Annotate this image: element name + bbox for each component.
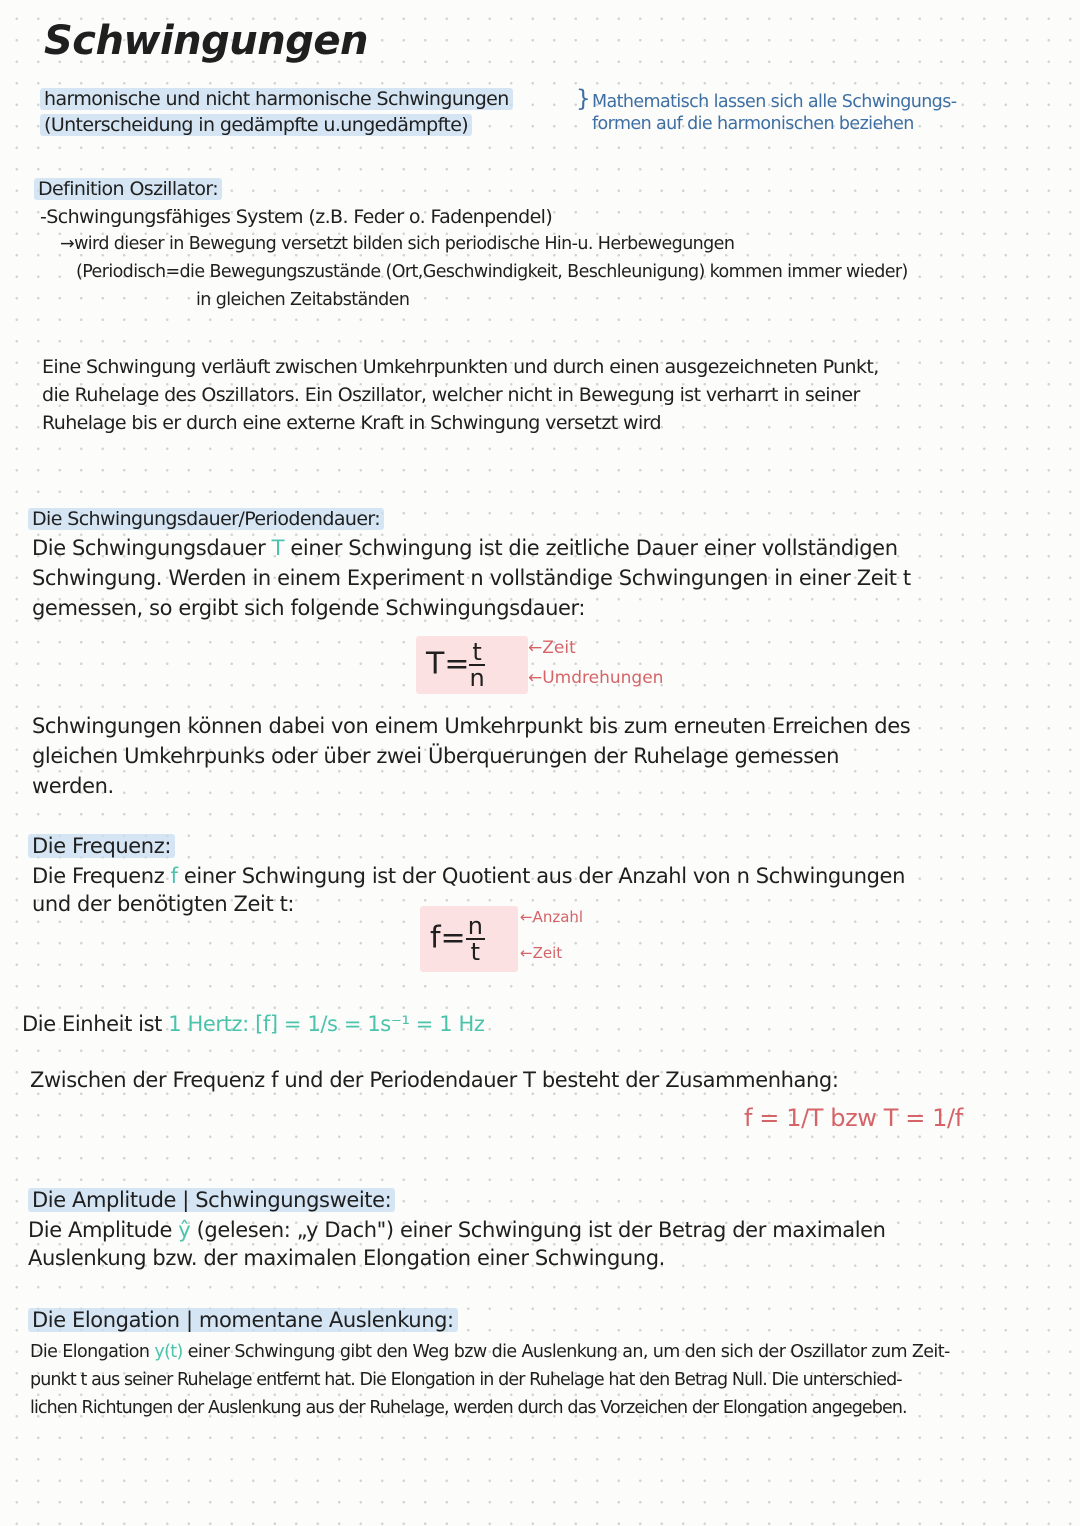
periode-line-1 xyxy=(32,536,898,560)
elongation-line-1a: Die Elongation xyxy=(30,1342,155,1362)
elongation-line-1 xyxy=(30,1342,950,1362)
frequenz-heading-text: Die Frequenz: xyxy=(28,834,175,858)
formula-f xyxy=(430,914,485,964)
einheit-label: Die Einheit ist xyxy=(22,1012,169,1036)
periode-heading-text: Die Schwingungsdauer/Periodendauer: xyxy=(28,508,384,530)
amplitude-heading xyxy=(28,1188,395,1212)
amplitude-line-2: Auslenkung bzw. der maximalen Elongation einer Schwingung. xyxy=(28,1246,665,1270)
oszillator-line-4: in gleichen Zeitabständen xyxy=(196,290,410,310)
oszillator-line-3: (Periodisch=die Bewegungszustände (Ort,Geschwindigkeit, Beschleunigung) kommen immer wieder) xyxy=(76,262,908,282)
elongation-line-1b: einer Schwingung gibt den Weg bzw die Auslenkung an, um den sich der Oszillator zum Zeit- xyxy=(182,1342,950,1362)
frequenz-heading xyxy=(28,834,175,858)
elongation-heading xyxy=(28,1308,458,1332)
formula-T-lhs: T= xyxy=(426,646,470,682)
amplitude-heading-text: Die Amplitude | Schwingungsweite: xyxy=(28,1188,395,1212)
periode-heading xyxy=(28,508,384,530)
frequenz-line-1b: einer Schwingung ist der Quotient aus der Anzahl von n Schwingungen xyxy=(177,864,905,888)
periode-para-3: werden. xyxy=(32,774,114,798)
elongation-line-3: lichen Richtungen der Auslenkung aus der Ruhelage, werden durch das Vorzeichen der Elongation angegeben. xyxy=(30,1398,907,1418)
intro-highlight-2: (Unterscheidung in gedämpfte u.ungedämpfte) xyxy=(40,114,472,136)
amplitude-line-1b: (gelesen: „y Dach") einer Schwingung ist der Betrag der maximalen xyxy=(190,1218,886,1242)
intro-line-2 xyxy=(40,114,472,136)
periode-symbol-T: T xyxy=(271,536,285,560)
intro-note-1: Mathematisch lassen sich alle Schwingungs- xyxy=(592,92,957,112)
periode-line-1a: Die Schwingungsdauer xyxy=(32,536,272,560)
formula-f-den: t xyxy=(470,938,481,966)
periode-para-1: Schwingungen können dabei von einem Umkehrpunkt bis zum erneuten Erreichen des xyxy=(32,714,911,738)
ruhelage-line-3: Ruhelage bis er durch eine externe Kraft in Schwingung versetzt wird xyxy=(42,412,661,434)
annot-zeit: ←Zeit xyxy=(528,638,576,658)
annot-anzahl: ←Anzahl xyxy=(520,908,584,926)
oszillator-line-2: →wird dieser in Bewegung versetzt bilden sich periodische Hin-u. Herbewegungen xyxy=(60,234,735,254)
oszillator-line-1: -Schwingungsfähiges System (z.B. Feder o. Fadenpendel) xyxy=(40,206,553,228)
page-title: Schwingungen xyxy=(44,18,368,64)
periode-line-2: Schwingung. Werden in einem Experiment n vollständige Schwingungen in einer Zeit t xyxy=(32,566,911,590)
intro-highlight: harmonische und nicht harmonische Schwingungen xyxy=(40,88,513,110)
intro-line-1 xyxy=(40,88,513,110)
annot-umdrehungen: ←Umdrehungen xyxy=(528,668,664,688)
frequenz-symbol-f: f xyxy=(170,864,178,888)
amplitude-symbol-y: ŷ xyxy=(178,1218,191,1242)
amplitude-line-1 xyxy=(28,1218,886,1242)
frequenz-line-1 xyxy=(32,864,905,888)
frequenz-line-1a: Die Frequenz xyxy=(32,864,171,888)
formula-T-den: n xyxy=(469,664,485,692)
formula-f-num: n xyxy=(467,912,483,940)
periode-line-1b: einer Schwingung ist die zeitliche Dauer einer vollständigen xyxy=(284,536,898,560)
oszillator-heading-text: Definition Oszillator: xyxy=(34,178,222,200)
elongation-line-2: punkt t aus seiner Ruhelage entfernt hat. Die Elongation in der Ruhelage hat den Betrag Null. Die unterschied- xyxy=(30,1370,902,1390)
formula-T-fraction xyxy=(469,640,484,690)
relation-formula: f = 1/T bzw T = 1/f xyxy=(744,1104,963,1132)
annot-zeit-f: ←Zeit xyxy=(520,944,563,962)
elongation-heading-text: Die Elongation | momentane Auslenkung: xyxy=(28,1308,458,1332)
einheit-line xyxy=(22,1012,485,1036)
brace-icon: } xyxy=(576,86,591,112)
amplitude-line-1a: Die Amplitude xyxy=(28,1218,179,1242)
elongation-symbol-y: y(t) xyxy=(154,1342,183,1362)
intro-note-2: formen auf die harmonischen beziehen xyxy=(592,114,914,134)
zusammenhang-line: Zwischen der Frequenz f und der Periodendauer T besteht der Zusammenhang: xyxy=(30,1068,839,1092)
formula-T-num: t xyxy=(469,640,484,666)
formula-f-fraction xyxy=(466,914,485,964)
periode-para-2: gleichen Umkehrpunks oder über zwei Überquerungen der Ruhelage gemessen xyxy=(32,744,840,768)
formula-f-lhs: f= xyxy=(430,920,466,956)
periode-line-3: gemessen, so ergibt sich folgende Schwingungsdauer: xyxy=(32,596,586,620)
ruhelage-line-1: Eine Schwingung verläuft zwischen Umkehrpunkten und durch einen ausgezeichneten Punkt, xyxy=(42,356,879,378)
formula-T xyxy=(426,640,485,690)
oszillator-heading xyxy=(34,178,222,200)
ruhelage-line-2: die Ruhelage des Oszillators. Ein Oszillator, welcher nicht in Bewegung ist verharrt in seiner xyxy=(42,384,860,406)
frequenz-line-2: und der benötigten Zeit t: xyxy=(32,892,295,916)
einheit-value: 1 Hertz: [f] = 1/s = 1s⁻¹ = 1 Hz xyxy=(168,1012,485,1036)
